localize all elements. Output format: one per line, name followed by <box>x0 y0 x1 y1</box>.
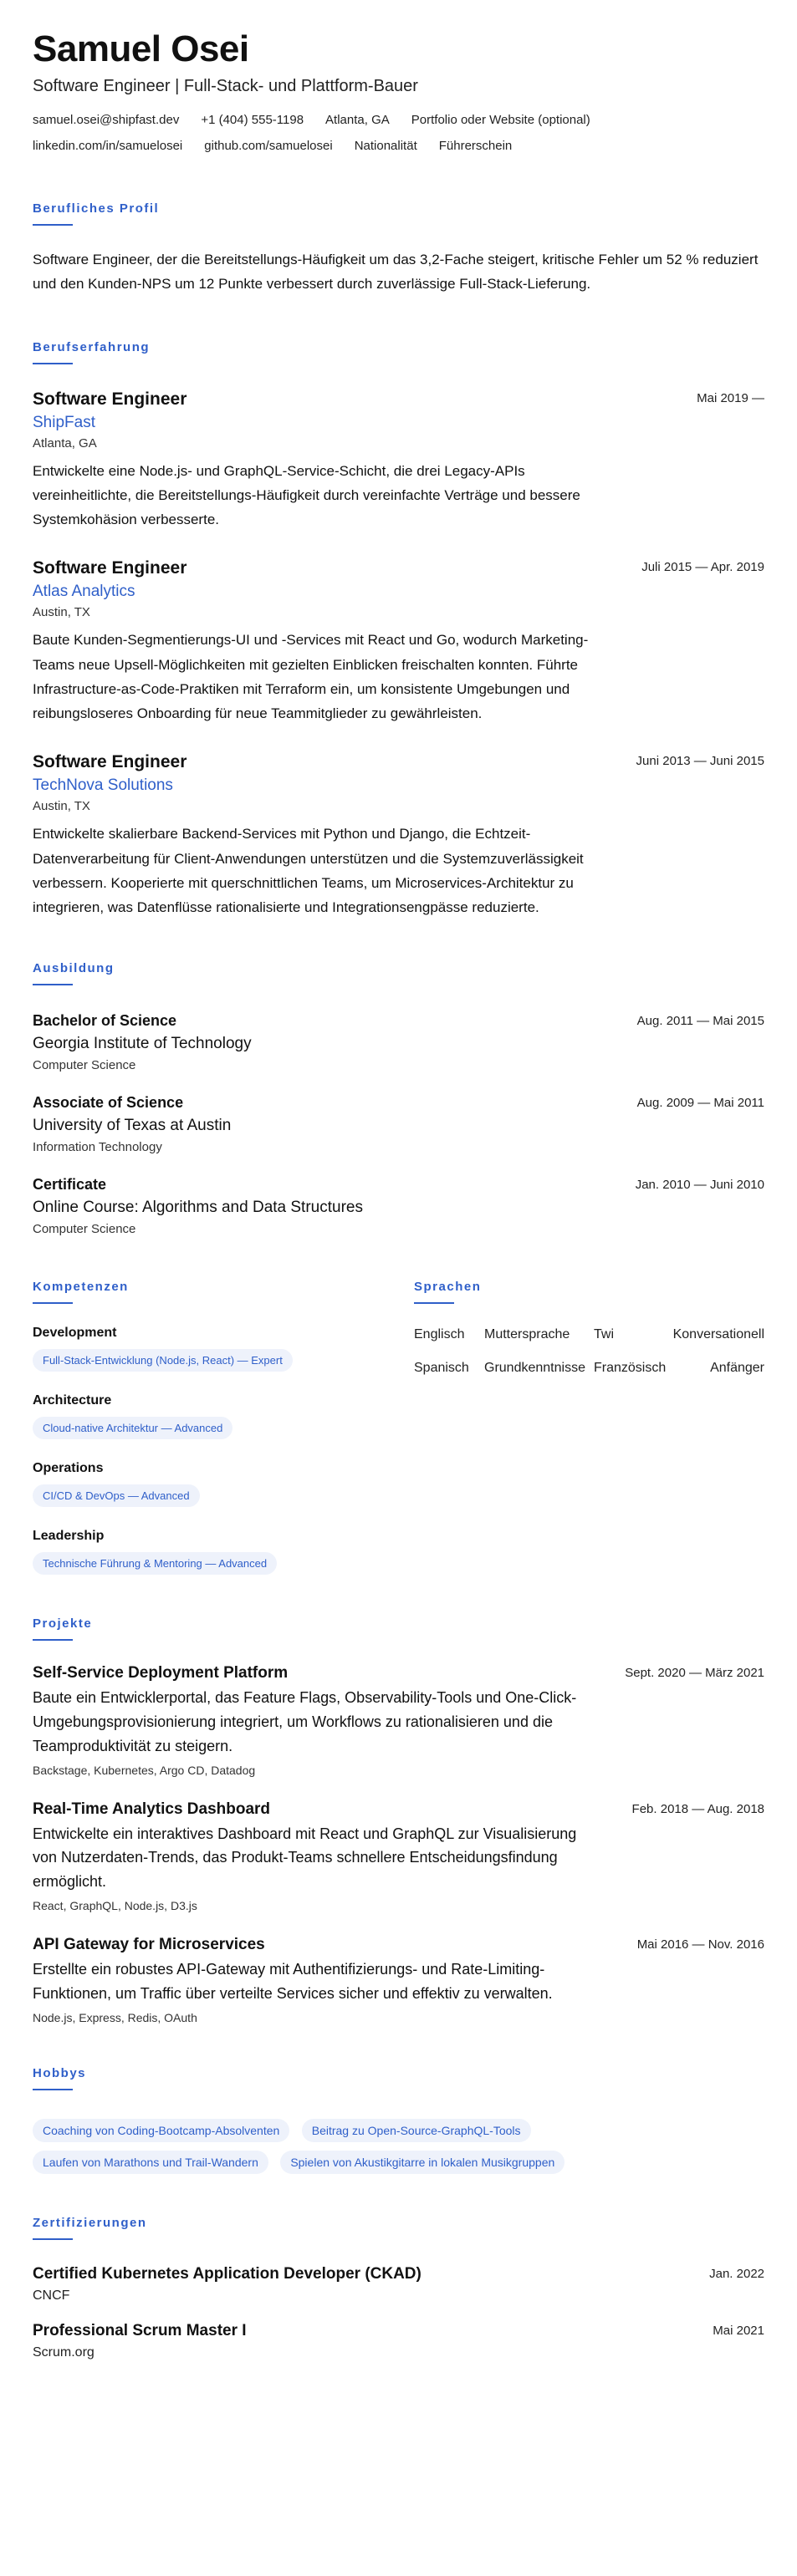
project-entry <box>33 1664 764 1776</box>
job-entry <box>33 389 764 532</box>
section-title: Projekte <box>33 1616 93 1632</box>
headline: Software Engineer | Full-Stack- und Plattform-Bauer <box>33 77 418 96</box>
contact-portfolio[interactable]: Portfolio oder Website (optional) <box>411 113 590 128</box>
job-description: Entwickelte skalierbare Backend-Services mit Python und Django, die Echtzeit-Datenverarbeitung für Client-Anwendungen unterstützen und die Systemzuverlässigkeit verbessern. Kooperierte mit querschnittlichen Teams, um Microservices-Architektur zu integrieren, was Datenflüsse rationalisierte und Integrationsengpässe reduzierte. <box>33 826 584 915</box>
project-description: Entwickelte ein interaktives Dashboard mit React und GraphQL zur Visualisierung von Nutzerdaten-Trends, das Produkt-Teams schnellere Entscheidungsfindung ermöglicht. <box>33 1825 577 1891</box>
project-title: API Gateway for Microservices <box>33 1936 265 1954</box>
contact-nationality: Nationalität <box>354 139 417 154</box>
contact-list <box>33 113 618 153</box>
project-title: Self-Service Deployment Platform <box>33 1664 289 1683</box>
education-section <box>33 961 764 1236</box>
contact-github[interactable]: github.com/samuelosei <box>204 139 333 154</box>
hobby-chip: Laufen von Marathons und Trail-Wandern <box>33 2151 268 2174</box>
skill-category: Architecture <box>33 1393 112 1408</box>
section-divider <box>414 1302 454 1304</box>
skill-group <box>33 1326 414 1372</box>
experience-section <box>33 340 764 920</box>
job-company: ShipFast <box>33 413 95 431</box>
section-title: Kompetenzen <box>33 1280 129 1295</box>
education-entry <box>33 1176 764 1236</box>
project-entry <box>33 1800 764 1912</box>
education-entry <box>33 1012 764 1072</box>
job-location: Atlanta, GA <box>33 435 97 451</box>
education-field: Computer Science <box>33 1222 136 1237</box>
education-field: Information Technology <box>33 1140 162 1155</box>
profile-section <box>33 201 764 296</box>
contact-phone[interactable]: +1 (404) 555-1198 <box>201 113 304 128</box>
skill-chip: Full-Stack-Entwicklung (Node.js, React) — Expert <box>33 1349 293 1372</box>
language-level: Muttersprache <box>484 1327 570 1342</box>
education-date: Jan. 2010 — Juni 2010 <box>635 1178 764 1193</box>
education-school: University of Texas at Austin <box>33 1117 232 1135</box>
skill-chip: CI/CD & DevOps — Advanced <box>33 1484 200 1507</box>
project-entry <box>33 1936 764 2024</box>
education-school: Online Course: Algorithms and Data Structures <box>33 1199 363 1217</box>
skill-group <box>33 1393 414 1439</box>
education-degree: Associate of Science <box>33 1094 184 1112</box>
certification-org: Scrum.org <box>33 2344 95 2360</box>
skills-languages-row <box>33 1280 764 1575</box>
project-date: Sept. 2020 — März 2021 <box>625 1666 764 1681</box>
contact-email[interactable]: samuel.osei@shipfast.dev <box>33 113 180 128</box>
certification-entry <box>33 2322 764 2360</box>
education-date: Aug. 2011 — Mai 2015 <box>636 1014 764 1029</box>
skill-category: Leadership <box>33 1529 105 1544</box>
hobby-chip: Beitrag zu Open-Source-GraphQL-Tools <box>302 2119 531 2142</box>
section-title: Sprachen <box>414 1280 482 1295</box>
header <box>33 30 764 153</box>
contact-license: Führerschein <box>438 139 513 154</box>
section-divider <box>33 363 73 364</box>
language-row <box>414 1361 764 1394</box>
section-divider <box>33 2089 73 2090</box>
project-date: Mai 2016 — Nov. 2016 <box>636 1937 764 1952</box>
education-field: Computer Science <box>33 1058 136 1073</box>
certification-date: Jan. 2022 <box>709 2266 764 2281</box>
certification-title: Certified Kubernetes Application Developer (CKAD) <box>33 2264 421 2283</box>
language-name: Spanisch <box>414 1361 469 1376</box>
section-divider <box>33 1302 73 1304</box>
certification-title: Professional Scrum Master I <box>33 2321 247 2339</box>
job-date: Mai 2019 — <box>697 390 764 405</box>
section-title: Hobbys <box>33 2065 87 2080</box>
languages-table <box>414 1327 764 1394</box>
language-level: Konversationell <box>672 1327 764 1342</box>
job-entry <box>33 558 764 725</box>
language-level: Grundkenntnisse <box>484 1361 585 1376</box>
hobby-chip: Spielen von Akustikgitarre in lokalen Musikgruppen <box>280 2151 565 2174</box>
education-degree: Bachelor of Science <box>33 1012 177 1030</box>
certification-date: Mai 2021 <box>713 2323 764 2338</box>
skill-group <box>33 1461 414 1507</box>
job-location: Austin, TX <box>33 605 90 620</box>
education-degree: Certificate <box>33 1176 107 1194</box>
job-description: Entwickelte eine Node.js- und GraphQL-Service-Schicht, die drei Legacy-APIs vereinheitlichte, die Bereitstellungs-Häufigkeit durch vereinfachte Verträge und bessere Systemkohäsion verbesserte. <box>33 462 580 528</box>
job-date: Juli 2015 — Apr. 2019 <box>641 560 764 575</box>
section-divider <box>33 1639 73 1641</box>
skills-section <box>33 1280 414 1575</box>
hobbies-section <box>33 2066 764 2174</box>
language-level: Anfänger <box>710 1361 764 1376</box>
hobby-list <box>33 2110 635 2174</box>
project-tech: Backstage, Kubernetes, Argo CD, Datadog <box>33 1763 256 1777</box>
section-title: Berufliches Profil <box>33 201 160 216</box>
skill-category: Development <box>33 1326 117 1341</box>
certification-org: CNCF <box>33 2288 70 2303</box>
language-name: Französisch <box>594 1361 667 1376</box>
certification-entry <box>33 2265 764 2304</box>
profile-text: Software Engineer, der die Bereitstellungs-Häufigkeit um das 3,2-Fache steigert, kritische Fehler um 52 % reduziert und den Kunden-NPS um 12 Punkte verbessert durch zuverlässige Full-Stack-Lieferung. <box>33 252 759 293</box>
project-date: Feb. 2018 — Aug. 2018 <box>631 1801 764 1816</box>
name: Samuel Osei <box>33 28 249 69</box>
job-date: Juni 2013 — Juni 2015 <box>636 754 764 769</box>
job-title: Software Engineer <box>33 752 187 772</box>
skill-group <box>33 1529 414 1575</box>
languages-section <box>414 1280 764 1575</box>
section-title: Berufserfahrung <box>33 339 151 354</box>
job-title: Software Engineer <box>33 389 187 409</box>
project-tech: Node.js, Express, Redis, OAuth <box>33 2010 197 2024</box>
job-company: TechNova Solutions <box>33 776 173 795</box>
language-name: Englisch <box>414 1327 465 1342</box>
project-description: Baute ein Entwicklerportal, das Feature Flags, Observability-Tools und One-Click-Umgebungsprovisionierung integriert, um Workflows zu rationalisieren und die Teamproduktivität zu steigern. <box>33 1689 577 1754</box>
hobby-chip: Coaching von Coding-Bootcamp-Absolventen <box>33 2119 289 2142</box>
section-divider <box>33 2238 73 2240</box>
education-date: Aug. 2009 — Mai 2011 <box>636 1096 764 1111</box>
project-title: Real-Time Analytics Dashboard <box>33 1800 271 1818</box>
skill-chip: Technische Führung & Mentoring — Advanced <box>33 1552 277 1575</box>
contact-linkedin[interactable]: linkedin.com/in/samuelosei <box>33 139 183 154</box>
projects-section <box>33 1616 764 2024</box>
contact-location: Atlanta, GA <box>325 113 390 128</box>
skill-category: Operations <box>33 1461 104 1476</box>
skill-chip: Cloud-native Architektur — Advanced <box>33 1417 232 1439</box>
job-company: Atlas Analytics <box>33 583 135 601</box>
section-title: Ausbildung <box>33 961 115 976</box>
job-entry <box>33 752 764 919</box>
education-school: Georgia Institute of Technology <box>33 1035 252 1053</box>
project-description: Erstellte ein robustes API-Gateway mit Authentifizierungs- und Rate-Limiting-Funktionen, um Traffic über verteilte Services sicher und effektiv zu verwalten. <box>33 1961 553 2002</box>
language-name: Twi <box>594 1327 614 1342</box>
job-title: Software Engineer <box>33 558 187 578</box>
job-description: Baute Kunden-Segmentierungs-UI und -Services mit React und Go, wodurch Marketing-Teams neue Upsell-Möglichkeiten mit gezielten Einblicken freischalten konnten. Führte Infrastructure-as-Code-Praktiken mit Terraform ein, um konsistente Umgebungen und reibungsloseres Onboarding für neue Teammitglieder zu gewährleisten. <box>33 632 589 722</box>
education-entry <box>33 1094 764 1154</box>
section-title: Zertifizierungen <box>33 2215 147 2230</box>
job-location: Austin, TX <box>33 799 90 814</box>
certifications-section <box>33 2216 764 2360</box>
section-divider <box>33 224 73 226</box>
section-divider <box>33 984 73 985</box>
project-tech: React, GraphQL, Node.js, D3.js <box>33 1899 197 1913</box>
language-row <box>414 1327 764 1361</box>
